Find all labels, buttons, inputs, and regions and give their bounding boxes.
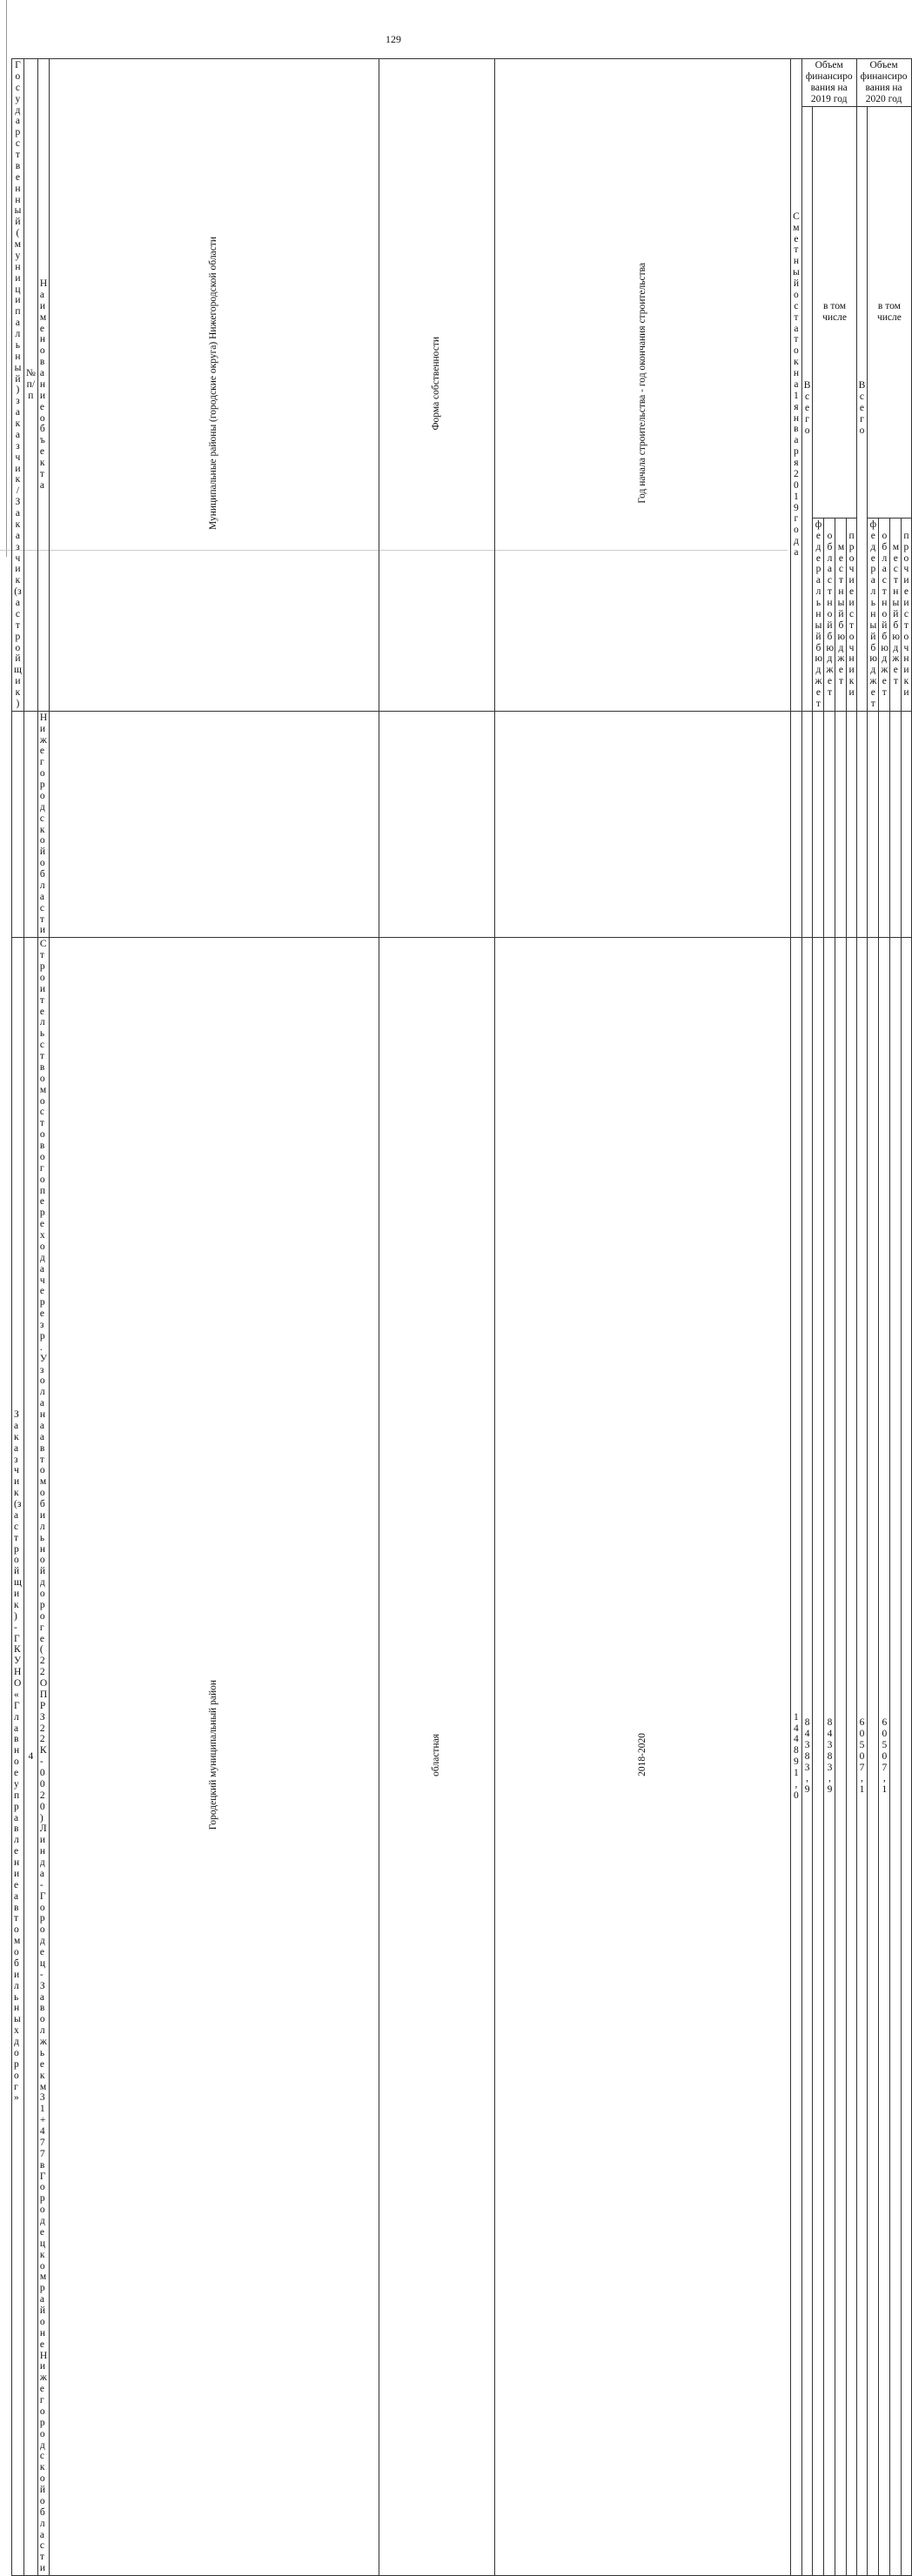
- cell-other-2020: [902, 938, 911, 2576]
- cell-regional-2020: [879, 711, 890, 938]
- header-districts-cell: [50, 59, 379, 712]
- table-row: [12, 938, 912, 2576]
- header-districts: Муниципальные районы (городские округа) Нижегородской области: [208, 236, 219, 530]
- cell-customer: [12, 711, 24, 938]
- header-including-2019: в том числе: [813, 106, 856, 518]
- header-total-2019: Всего: [801, 106, 813, 711]
- header-local-2020: мест ный бюд жет: [890, 518, 902, 711]
- header-years: Год начала строительства - год окончания строительства: [637, 263, 648, 504]
- cell-customer: Заказч ик (застро йщик) - ГКУ НО «Главн ое управл ение автомо бильны х дорог»: [12, 938, 24, 2576]
- cell-federal-2020: [868, 938, 879, 2576]
- table-row: [12, 711, 912, 938]
- header-object-name: Наименование объекта: [37, 59, 49, 712]
- cell-balance: 144 891,0: [791, 938, 802, 2576]
- header-including-2020: в том числе: [868, 106, 911, 518]
- cell-total-2019: [801, 711, 813, 938]
- header-regional-2019: област ной бюдже т: [824, 518, 835, 711]
- header-years-cell: [495, 59, 791, 712]
- cell-number: [23, 711, 37, 938]
- scan-left-edge: [6, 0, 7, 557]
- cell-district: Городецкий муниципальный район: [208, 1680, 219, 1830]
- header-regional-2020: областн ой бюджет: [879, 518, 890, 711]
- cell-balance: [791, 711, 802, 938]
- cell-years: 2018-2020: [637, 1733, 648, 1777]
- cell-district-cell: [50, 938, 379, 2576]
- cell-regional-2019: 84 383,9: [824, 938, 835, 2576]
- cell-local-2020: [890, 711, 902, 938]
- header-other-2020: проч ие исто чник и: [902, 518, 911, 711]
- header-other-2019: проч ие исто чник и: [847, 518, 856, 711]
- cell-number: 4: [23, 938, 37, 2576]
- header-ownership: Форма собственности: [431, 336, 442, 431]
- cell-local-2019: [835, 711, 847, 938]
- cell-ownership: [379, 711, 495, 938]
- cell-other-2019: [847, 938, 856, 2576]
- cell-federal-2019: [813, 711, 824, 938]
- header-balance: Смет ный остат ок на 1 январ я 2019 года: [791, 59, 802, 712]
- cell-ownership: областная: [431, 1733, 442, 1776]
- cell-regional-2020: 60 507,1: [879, 938, 890, 2576]
- header-federal-2020: федера льный бюдже т: [868, 518, 879, 711]
- cell-total-2019: 84 383,9: [801, 938, 813, 2576]
- cell-other-2019: [847, 711, 856, 938]
- header-ownership-cell: [379, 59, 495, 712]
- header-local-2019: местны й бюдже т: [835, 518, 847, 711]
- cell-district: [50, 711, 379, 938]
- cell-federal-2020: [868, 711, 879, 938]
- header-fin-2019: Объем финансирования на 2019 год: [801, 59, 856, 107]
- cell-federal-2019: [813, 938, 824, 2576]
- header-fin-2020: Объем финансирования на 2020 год: [856, 59, 911, 107]
- header-customer: Госуда рст венный (муниц ипальн ый) заказчи к / Заказч ик (застро йщик): [12, 59, 24, 712]
- cell-object-name: Строительство мостового перехода через р.Узола на автомобильной дороге (22 ОП РЗ 22К-0020) Линда-Городец-Заволжье км 31+477 в Городецком районе Нижегородской области: [37, 938, 49, 2576]
- cell-total-2020: 60 507,1: [856, 938, 868, 2576]
- cell-local-2020: [890, 938, 902, 2576]
- cell-ownership-cell: [379, 938, 495, 2576]
- header-number: № п/п: [23, 59, 37, 712]
- page-number: 129: [386, 33, 401, 45]
- cell-years: [495, 711, 791, 938]
- cell-regional-2019: [824, 711, 835, 938]
- header-total-2020: Всего: [856, 106, 868, 711]
- financing-table: [11, 58, 912, 2576]
- cell-years-cell: [495, 938, 791, 2576]
- cell-other-2020: [902, 711, 911, 938]
- cell-local-2019: [835, 938, 847, 2576]
- cell-total-2020: [856, 711, 868, 938]
- cell-object-name: Нижегородско й области: [37, 711, 49, 938]
- header-federal-2019: федер альны й бюдж ет: [813, 518, 824, 711]
- header-row-1: [12, 59, 912, 107]
